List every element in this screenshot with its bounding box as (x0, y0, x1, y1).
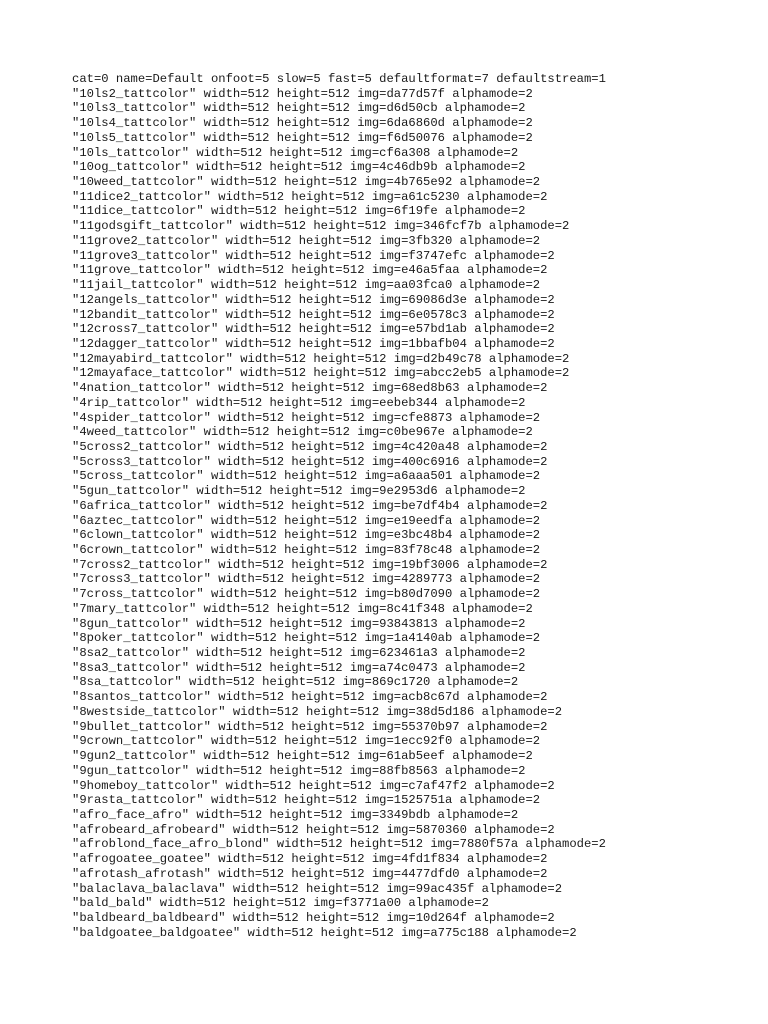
entry-line: "10ls4_tattcolor" width=512 height=512 img=6da6860d alphamode=2 (72, 116, 533, 131)
entry-line: "5cross3_tattcolor" width=512 height=512 img=400c6916 alphamode=2 (72, 454, 548, 469)
entry-line: "11godsgift_tattcolor" width=512 height=512 img=346fcf7b alphamode=2 (72, 219, 570, 234)
entry-line: "7cross2_tattcolor" width=512 height=512 img=19bf3006 alphamode=2 (72, 557, 548, 572)
entry-line: "baldgoatee_baldgoatee" width=512 height=512 img=a775c188 alphamode=2 (72, 925, 577, 940)
entry-line: "12mayaface_tattcolor" width=512 height=512 img=abcc2eb5 alphamode=2 (72, 366, 570, 381)
entry-line: "4weed_tattcolor" width=512 height=512 img=c0be967e alphamode=2 (72, 425, 533, 440)
entry-line: "9crown_tattcolor" width=512 height=512 img=1ecc92f0 alphamode=2 (72, 734, 541, 749)
entry-line: "7mary_tattcolor" width=512 height=512 img=8c41f348 alphamode=2 (72, 601, 533, 616)
entry-line: "5cross_tattcolor" width=512 height=512 img=a6aaa501 alphamode=2 (72, 469, 541, 484)
entry-line: "11dice2_tattcolor" width=512 height=512 img=a61c5230 alphamode=2 (72, 189, 548, 204)
entry-line: "7cross3_tattcolor" width=512 height=512 img=4289773 alphamode=2 (72, 572, 541, 587)
entry-line: "afrobeard_afrobeard" width=512 height=512 img=5870360 alphamode=2 (72, 822, 555, 837)
entry-line: "9rasta_tattcolor" width=512 height=512 img=1525751a alphamode=2 (72, 793, 541, 808)
entry-line: "8sa2_tattcolor" width=512 height=512 img=623461a3 alphamode=2 (72, 646, 526, 661)
entry-line: "balaclava_balaclava" width=512 height=512 img=99ac435f alphamode=2 (72, 881, 563, 896)
entry-line: "9homeboy_tattcolor" width=512 height=512 img=c7af47f2 alphamode=2 (72, 778, 555, 793)
entry-line: "afrogoatee_goatee" width=512 height=512 img=4fd1f834 alphamode=2 (72, 852, 548, 867)
entry-line: "6clown_tattcolor" width=512 height=512 img=e3bc48b4 alphamode=2 (72, 528, 541, 543)
entry-line: "11grove2_tattcolor" width=512 height=512 img=3fb320 alphamode=2 (72, 233, 541, 248)
entry-line: "8poker_tattcolor" width=512 height=512 img=1a4140ab alphamode=2 (72, 631, 541, 646)
entry-line: "4rip_tattcolor" width=512 height=512 img=eebeb344 alphamode=2 (72, 395, 526, 410)
entry-line: "5gun_tattcolor" width=512 height=512 img=9e2953d6 alphamode=2 (72, 484, 526, 499)
entry-line: "11dice_tattcolor" width=512 height=512 img=6f19fe alphamode=2 (72, 204, 526, 219)
entry-line: "afro_face_afro" width=512 height=512 img=3349bdb alphamode=2 (72, 807, 519, 822)
entry-line: "afroblond_face_afro_blond" width=512 height=512 img=7880f57a alphamode=2 (72, 837, 606, 852)
entry-line: "10weed_tattcolor" width=512 height=512 img=4b765e92 alphamode=2 (72, 175, 541, 190)
entry-line: "12bandit_tattcolor" width=512 height=512 img=6e0578c3 alphamode=2 (72, 307, 555, 322)
entry-line: "10ls_tattcolor" width=512 height=512 img=cf6a308 alphamode=2 (72, 145, 519, 160)
entry-line: "8santos_tattcolor" width=512 height=512 img=acb8c67d alphamode=2 (72, 690, 548, 705)
entry-line: "12cross7_tattcolor" width=512 height=512 img=e57bd1ab alphamode=2 (72, 322, 555, 337)
entry-line: "12mayabird_tattcolor" width=512 height=512 img=d2b49c78 alphamode=2 (72, 351, 570, 366)
entry-line: "baldbeard_baldbeard" width=512 height=512 img=10d264f alphamode=2 (72, 910, 555, 925)
entry-line: "9gun2_tattcolor" width=512 height=512 img=61ab5eef alphamode=2 (72, 749, 533, 764)
entry-line: "11grove_tattcolor" width=512 height=512 img=e46a5faa alphamode=2 (72, 263, 548, 278)
entry-line: "6aztec_tattcolor" width=512 height=512 img=e19eedfa alphamode=2 (72, 513, 541, 528)
entry-line: "7cross_tattcolor" width=512 height=512 img=b80d7090 alphamode=2 (72, 587, 541, 602)
entry-line: "12angels_tattcolor" width=512 height=512 img=69086d3e alphamode=2 (72, 292, 555, 307)
entry-line: "4spider_tattcolor" width=512 height=512 img=cfe8873 alphamode=2 (72, 410, 541, 425)
header-line: cat=0 name=Default onfoot=5 slow=5 fast=5 defaultformat=7 defaultstream=1 (72, 72, 606, 86)
entry-line: "8sa3_tattcolor" width=512 height=512 img=a74c0473 alphamode=2 (72, 660, 526, 675)
entry-line: "bald_bald" width=512 height=512 img=f3771a00 alphamode=2 (72, 896, 489, 911)
entry-line: "8westside_tattcolor" width=512 height=512 img=38d5d186 alphamode=2 (72, 704, 563, 719)
entry-line: "6crown_tattcolor" width=512 height=512 img=83f78c48 alphamode=2 (72, 543, 541, 557)
entry-line: "afrotash_afrotash" width=512 height=512 img=4477dfd0 alphamode=2 (72, 866, 548, 881)
entry-line: "10ls2_tattcolor" width=512 height=512 img=da77d57f alphamode=2 (72, 86, 533, 101)
entry-line: "11jail_tattcolor" width=512 height=512 img=aa03fca0 alphamode=2 (72, 278, 541, 293)
entry-line: "4nation_tattcolor" width=512 height=512 img=68ed8b63 alphamode=2 (72, 381, 548, 396)
entry-line: "10ls3_tattcolor" width=512 height=512 img=d6d50cb alphamode=2 (72, 101, 526, 116)
entry-line: "9bullet_tattcolor" width=512 height=512 img=55370b97 alphamode=2 (72, 719, 548, 734)
entry-line: "11grove3_tattcolor" width=512 height=512 img=f3747efc alphamode=2 (72, 248, 555, 263)
text-listing (72, 72, 606, 940)
entry-line: "8sa_tattcolor" width=512 height=512 img=869c1720 alphamode=2 (72, 675, 519, 690)
entry-line: "12dagger_tattcolor" width=512 height=512 img=1bbafb04 alphamode=2 (72, 336, 555, 351)
entry-line: "5cross2_tattcolor" width=512 height=512 img=4c420a48 alphamode=2 (72, 439, 548, 454)
entry-line: "9gun_tattcolor" width=512 height=512 img=88fb8563 alphamode=2 (72, 763, 526, 778)
entry-line: "6africa_tattcolor" width=512 height=512 img=be7df4b4 alphamode=2 (72, 498, 548, 513)
entry-line: "8gun_tattcolor" width=512 height=512 img=93843813 alphamode=2 (72, 616, 526, 631)
entry-line: "10og_tattcolor" width=512 height=512 img=4c46db9b alphamode=2 (72, 160, 526, 175)
entry-line: "10ls5_tattcolor" width=512 height=512 img=f6d50076 alphamode=2 (72, 130, 533, 145)
